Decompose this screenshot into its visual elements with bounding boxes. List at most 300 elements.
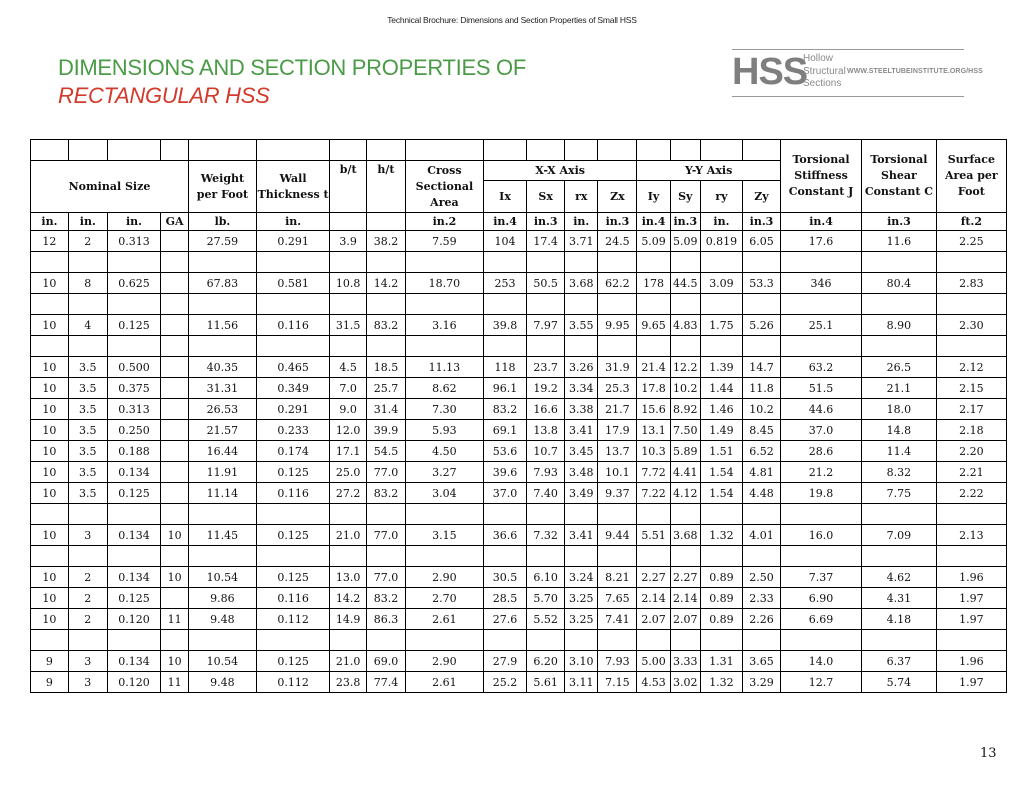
- table-cell: 3.65: [743, 651, 781, 672]
- table-cell: 3.9: [330, 231, 367, 252]
- empty-cell: [483, 336, 526, 357]
- table-cell: 21.0: [330, 651, 367, 672]
- table-cell: [161, 399, 189, 420]
- table-cell: [161, 231, 189, 252]
- table-cell: 0.116: [256, 483, 329, 504]
- table-cell: 7.30: [405, 399, 483, 420]
- table-cell: 26.5: [862, 357, 937, 378]
- empty-cell: [256, 252, 329, 273]
- table-cell: 0.349: [256, 378, 329, 399]
- table-cell: 10.7: [527, 441, 565, 462]
- table-cell: 4.5: [330, 357, 367, 378]
- table-cell: 10.54: [188, 651, 256, 672]
- table-cell: 16.6: [527, 399, 565, 420]
- table-cell: 10: [31, 441, 69, 462]
- table-cell: 0.125: [107, 315, 160, 336]
- empty-cell: [743, 294, 781, 315]
- table-cell: 8.62: [405, 378, 483, 399]
- table-cell: 19.2: [527, 378, 565, 399]
- table-cell: 12: [31, 231, 69, 252]
- table-row: [31, 462, 1007, 483]
- table-cell: 2: [68, 231, 107, 252]
- unit-cell: in.3: [743, 213, 781, 231]
- table-cell: 54.5: [367, 441, 406, 462]
- table-cell: 9.86: [188, 588, 256, 609]
- empty-cell: [527, 336, 565, 357]
- title-line-1: DIMENSIONS AND SECTION PROPERTIES OF: [58, 55, 526, 80]
- table-cell: 2.90: [405, 567, 483, 588]
- table-cell: 7.32: [527, 525, 565, 546]
- empty-cell: [598, 294, 637, 315]
- table-cell: 5.26: [743, 315, 781, 336]
- empty-cell: [68, 252, 107, 273]
- table-cell: 0.465: [256, 357, 329, 378]
- table-cell: 0.500: [107, 357, 160, 378]
- table-cell: 26.53: [188, 399, 256, 420]
- table-cell: 67.83: [188, 273, 256, 294]
- unit-cell: in.: [565, 213, 598, 231]
- empty-cell: [161, 504, 189, 525]
- table-cell: 10.2: [743, 399, 781, 420]
- table-cell: 0.625: [107, 273, 160, 294]
- table-cell: 0.125: [256, 462, 329, 483]
- table-cell: [161, 588, 189, 609]
- table-cell: 27.6: [483, 609, 526, 630]
- table-cell: 3: [68, 651, 107, 672]
- table-cell: 1.97: [936, 672, 1006, 693]
- empty-cell: [31, 546, 69, 567]
- header-bt: b/t: [330, 161, 367, 213]
- table-cell: 2.21: [936, 462, 1006, 483]
- logo-url: WWW.STEELTUBEINSTITUTE.ORG/HSS: [847, 68, 983, 75]
- empty-cell: [527, 546, 565, 567]
- table-cell: 27.9: [483, 651, 526, 672]
- table-cell: 77.4: [367, 672, 406, 693]
- table-row: [31, 588, 1007, 609]
- table-cell: 2.15: [936, 378, 1006, 399]
- table-cell: 0.134: [107, 567, 160, 588]
- table-cell: 0.233: [256, 420, 329, 441]
- table-cell: 5.93: [405, 420, 483, 441]
- table-cell: 2.22: [936, 483, 1006, 504]
- header-ry: ry: [700, 181, 742, 213]
- empty-cell: [256, 294, 329, 315]
- table-cell: 16.44: [188, 441, 256, 462]
- unit-cell: in.3: [670, 213, 700, 231]
- empty-cell: [565, 336, 598, 357]
- unit-cell: in.4: [637, 213, 670, 231]
- table-cell: 2.25: [936, 231, 1006, 252]
- table-row: [31, 651, 1007, 672]
- table-cell: 0.819: [700, 231, 742, 252]
- table-row: [31, 231, 1007, 252]
- table-cell: 18.0: [862, 399, 937, 420]
- empty-cell: [188, 630, 256, 651]
- table-cell: 346: [780, 273, 861, 294]
- empty-cell: [780, 336, 861, 357]
- empty-cell: [161, 630, 189, 651]
- table-row: [31, 483, 1007, 504]
- table-cell: 3.26: [565, 357, 598, 378]
- table-cell: 7.40: [527, 483, 565, 504]
- header-sy: Sy: [670, 181, 700, 213]
- table-cell: 0.89: [700, 588, 742, 609]
- table-cell: 53.6: [483, 441, 526, 462]
- table-cell: 3.45: [565, 441, 598, 462]
- table-cell: 5.52: [527, 609, 565, 630]
- table-cell: 3.02: [670, 672, 700, 693]
- table-cell: 8.45: [743, 420, 781, 441]
- empty-cell: [405, 504, 483, 525]
- table-cell: 96.1: [483, 378, 526, 399]
- table-cell: [161, 420, 189, 441]
- empty-cell: [527, 252, 565, 273]
- empty-cell: [637, 294, 670, 315]
- table-cell: 3: [68, 672, 107, 693]
- table-cell: 2.20: [936, 441, 1006, 462]
- table-row: [31, 525, 1007, 546]
- empty-cell: [188, 504, 256, 525]
- table-cell: 1.39: [700, 357, 742, 378]
- table-cell: 7.93: [598, 651, 637, 672]
- empty-cell: [598, 546, 637, 567]
- empty-cell: [188, 546, 256, 567]
- table-cell: 14.8: [862, 420, 937, 441]
- empty-cell: [565, 252, 598, 273]
- table-cell: 3.5: [68, 378, 107, 399]
- table-cell: 3.48: [565, 462, 598, 483]
- empty-cell: [68, 294, 107, 315]
- table-cell: 21.2: [780, 462, 861, 483]
- table-cell: 2.18: [936, 420, 1006, 441]
- empty-cell: [330, 630, 367, 651]
- empty-cell: [161, 546, 189, 567]
- table-cell: 21.1: [862, 378, 937, 399]
- unit-cell: in.3: [527, 213, 565, 231]
- table-cell: 10: [161, 567, 189, 588]
- table-cell: 15.6: [637, 399, 670, 420]
- table-cell: 10: [31, 399, 69, 420]
- table-cell: 5.61: [527, 672, 565, 693]
- table-cell: 4.50: [405, 441, 483, 462]
- table-cell: 11.45: [188, 525, 256, 546]
- table-cell: 4.48: [743, 483, 781, 504]
- table-cell: 7.72: [637, 462, 670, 483]
- table-cell: 4: [68, 315, 107, 336]
- empty-cell: [107, 252, 160, 273]
- empty-cell: [862, 294, 937, 315]
- header-iy: Iy: [637, 181, 670, 213]
- empty-cell: [637, 252, 670, 273]
- table-cell: 3.29: [743, 672, 781, 693]
- table-cell: 4.62: [862, 567, 937, 588]
- table-cell: 1.54: [700, 462, 742, 483]
- table-cell: 2.90: [405, 651, 483, 672]
- table-cell: 3.16: [405, 315, 483, 336]
- logo-word-sections: Sections: [803, 78, 842, 89]
- table-cell: 11.6: [862, 231, 937, 252]
- unit-cell: in.: [68, 213, 107, 231]
- table-cell: 25.0: [330, 462, 367, 483]
- hss-properties-table: [30, 139, 1007, 693]
- table-cell: 21.4: [637, 357, 670, 378]
- empty-cell: [31, 252, 69, 273]
- table-cell: 1.96: [936, 567, 1006, 588]
- empty-cell: [330, 546, 367, 567]
- empty-cell: [598, 252, 637, 273]
- header-zy: Zy: [743, 181, 781, 213]
- header-row-top: [31, 140, 1007, 161]
- empty-cell: [107, 504, 160, 525]
- table-cell: 0.89: [700, 567, 742, 588]
- units-row: [31, 213, 1007, 231]
- table-cell: 0.125: [256, 651, 329, 672]
- table-cell: 25.2: [483, 672, 526, 693]
- header-ix: Ix: [483, 181, 526, 213]
- table-cell: 3.68: [670, 525, 700, 546]
- table-cell: 3.15: [405, 525, 483, 546]
- table-cell: 12.0: [330, 420, 367, 441]
- table-cell: 104: [483, 231, 526, 252]
- table-cell: 2.14: [670, 588, 700, 609]
- table-cell: 4.83: [670, 315, 700, 336]
- table-cell: 11.56: [188, 315, 256, 336]
- table-cell: 1.49: [700, 420, 742, 441]
- table-cell: 9.48: [188, 609, 256, 630]
- empty-cell: [527, 630, 565, 651]
- table-cell: 7.37: [780, 567, 861, 588]
- table-cell: 36.6: [483, 525, 526, 546]
- empty-cell: [637, 504, 670, 525]
- table-cell: [161, 483, 189, 504]
- empty-cell: [862, 252, 937, 273]
- empty-cell: [367, 294, 406, 315]
- table-cell: 7.15: [598, 672, 637, 693]
- unit-cell: in.4: [780, 213, 861, 231]
- table-cell: 7.59: [405, 231, 483, 252]
- table-cell: 0.125: [256, 525, 329, 546]
- table-cell: 3.24: [565, 567, 598, 588]
- empty-cell: [598, 504, 637, 525]
- table-cell: 10: [31, 378, 69, 399]
- empty-cell: [565, 546, 598, 567]
- table-cell: 38.2: [367, 231, 406, 252]
- table-cell: 17.1: [330, 441, 367, 462]
- empty-cell: [780, 504, 861, 525]
- empty-cell: [862, 546, 937, 567]
- table-cell: 3.55: [565, 315, 598, 336]
- table-cell: 7.97: [527, 315, 565, 336]
- table-cell: 4.41: [670, 462, 700, 483]
- table-cell: 5.74: [862, 672, 937, 693]
- table-cell: 3.5: [68, 441, 107, 462]
- header-cross-area: Cross Sectional Area: [405, 161, 483, 213]
- table-cell: 7.0: [330, 378, 367, 399]
- page-number: 13: [980, 746, 997, 761]
- empty-cell: [483, 294, 526, 315]
- table-cell: 83.2: [367, 315, 406, 336]
- table-row: [31, 273, 1007, 294]
- empty-cell: [780, 546, 861, 567]
- table-cell: 1.54: [700, 483, 742, 504]
- table-cell: 17.8: [637, 378, 670, 399]
- header-wall-thickness: Wall Thickness t: [256, 161, 329, 213]
- empty-cell: [107, 294, 160, 315]
- table-cell: 3.5: [68, 420, 107, 441]
- table-cell: 3.11: [565, 672, 598, 693]
- empty-cell: [700, 294, 742, 315]
- header-torsional-c: Torsional Shear Constant C: [862, 140, 937, 213]
- table-cell: 4.12: [670, 483, 700, 504]
- table-cell: 5.09: [670, 231, 700, 252]
- table-cell: 7.41: [598, 609, 637, 630]
- table-cell: 14.2: [330, 588, 367, 609]
- empty-cell: [367, 546, 406, 567]
- empty-cell: [565, 504, 598, 525]
- table-cell: 3.49: [565, 483, 598, 504]
- empty-cell: [483, 546, 526, 567]
- table-cell: 2: [68, 609, 107, 630]
- empty-cell: [256, 630, 329, 651]
- unit-cell: in.3: [598, 213, 637, 231]
- table-cell: 23.8: [330, 672, 367, 693]
- table-cell: 9.44: [598, 525, 637, 546]
- table-cell: 4.01: [743, 525, 781, 546]
- empty-cell: [936, 546, 1006, 567]
- empty-cell: [188, 252, 256, 273]
- empty-cell: [256, 336, 329, 357]
- table-cell: 18.5: [367, 357, 406, 378]
- table-cell: 2.13: [936, 525, 1006, 546]
- empty-cell: [670, 504, 700, 525]
- table-cell: 5.00: [637, 651, 670, 672]
- table-cell: 10.54: [188, 567, 256, 588]
- empty-cell: [367, 336, 406, 357]
- table-cell: 37.0: [483, 483, 526, 504]
- empty-cell: [936, 336, 1006, 357]
- unit-cell: ft.2: [936, 213, 1006, 231]
- table-cell: 39.9: [367, 420, 406, 441]
- table-cell: 1.97: [936, 588, 1006, 609]
- table-cell: 0.125: [107, 483, 160, 504]
- table-cell: 253: [483, 273, 526, 294]
- empty-cell: [637, 336, 670, 357]
- table-cell: 10: [31, 567, 69, 588]
- spacer-row: [31, 336, 1007, 357]
- table-cell: 2.07: [637, 609, 670, 630]
- table-cell: 11.91: [188, 462, 256, 483]
- table-cell: 10: [31, 315, 69, 336]
- empty-cell: [598, 336, 637, 357]
- table-cell: 83.2: [483, 399, 526, 420]
- table-cell: 2.61: [405, 672, 483, 693]
- unit-cell: [367, 213, 406, 231]
- empty-cell: [330, 252, 367, 273]
- spacer-row: [31, 294, 1007, 315]
- header-xx-axis: X-X Axis: [483, 161, 637, 181]
- empty-cell: [68, 336, 107, 357]
- table-cell: [161, 462, 189, 483]
- spacer-row: [31, 252, 1007, 273]
- table-cell: 10: [31, 483, 69, 504]
- table-cell: 44.6: [780, 399, 861, 420]
- unit-cell: in.3: [862, 213, 937, 231]
- logo-rule-top: [732, 49, 964, 50]
- table-row: [31, 357, 1007, 378]
- table-cell: 1.97: [936, 609, 1006, 630]
- empty-cell: [670, 336, 700, 357]
- table-cell: 2.26: [743, 609, 781, 630]
- unit-cell: GA: [161, 213, 189, 231]
- empty-cell: [936, 294, 1006, 315]
- table-row: [31, 441, 1007, 462]
- empty-cell: [780, 294, 861, 315]
- table-cell: 27.59: [188, 231, 256, 252]
- header-weight: Weight per Foot: [188, 161, 256, 213]
- table-cell: 8.21: [598, 567, 637, 588]
- empty-cell: [670, 546, 700, 567]
- table-cell: 18.70: [405, 273, 483, 294]
- table-cell: 5.70: [527, 588, 565, 609]
- empty-cell: [367, 252, 406, 273]
- table-cell: 1.44: [700, 378, 742, 399]
- empty-cell: [743, 504, 781, 525]
- table-cell: 4.31: [862, 588, 937, 609]
- unit-cell: in.: [31, 213, 69, 231]
- empty-cell: [637, 630, 670, 651]
- table-cell: 118: [483, 357, 526, 378]
- empty-cell: [107, 336, 160, 357]
- table-cell: 53.3: [743, 273, 781, 294]
- unit-cell: [330, 213, 367, 231]
- table-cell: 3.38: [565, 399, 598, 420]
- logo-word-structural: Structural: [803, 65, 846, 77]
- empty-cell: [405, 336, 483, 357]
- table-cell: 19.8: [780, 483, 861, 504]
- table-cell: 3: [68, 525, 107, 546]
- table-cell: 0.291: [256, 231, 329, 252]
- table-cell: 21.7: [598, 399, 637, 420]
- table-cell: 0.125: [107, 588, 160, 609]
- table-cell: 6.05: [743, 231, 781, 252]
- table-cell: 0.112: [256, 609, 329, 630]
- table-cell: 2.12: [936, 357, 1006, 378]
- table-cell: 11.4: [862, 441, 937, 462]
- table-cell: 0.313: [107, 399, 160, 420]
- table-cell: 7.93: [527, 462, 565, 483]
- table-cell: 69.1: [483, 420, 526, 441]
- table-cell: 1.51: [700, 441, 742, 462]
- table-cell: 13.0: [330, 567, 367, 588]
- spacer-row: [31, 630, 1007, 651]
- table-cell: 10: [161, 525, 189, 546]
- table-cell: 0.134: [107, 651, 160, 672]
- table-cell: 6.69: [780, 609, 861, 630]
- table-row: [31, 420, 1007, 441]
- unit-cell: lb.: [188, 213, 256, 231]
- table-cell: 10: [31, 420, 69, 441]
- table-cell: 0.581: [256, 273, 329, 294]
- empty-cell: [367, 630, 406, 651]
- empty-cell: [700, 546, 742, 567]
- table-cell: 9.95: [598, 315, 637, 336]
- empty-cell: [743, 546, 781, 567]
- empty-cell: [68, 630, 107, 651]
- table-cell: [161, 441, 189, 462]
- unit-cell: in.: [700, 213, 742, 231]
- empty-cell: [161, 336, 189, 357]
- table-cell: 0.125: [256, 567, 329, 588]
